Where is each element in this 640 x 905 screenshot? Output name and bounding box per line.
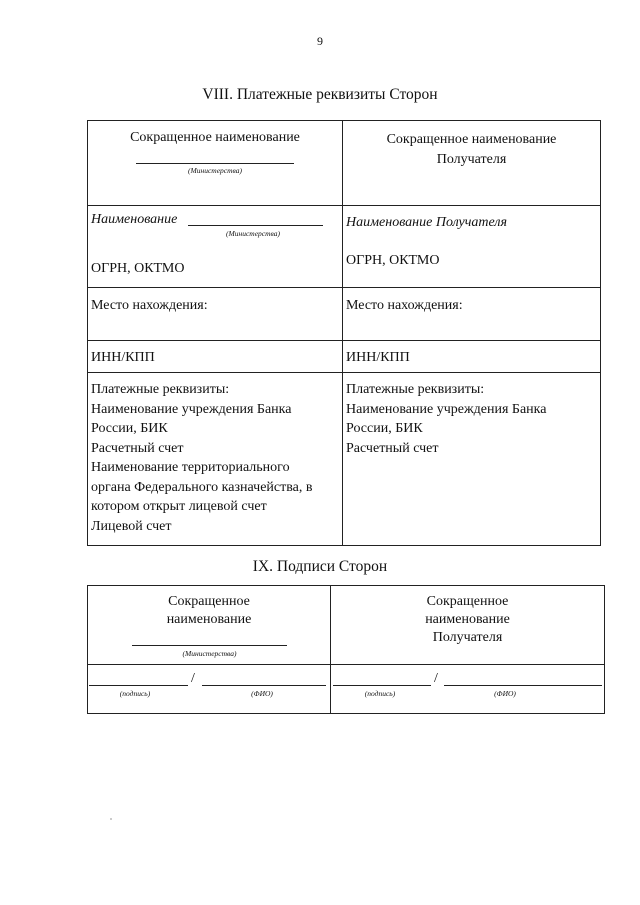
left-signature-line (89, 685, 188, 686)
payment-left-line: Платежные реквизиты: (91, 382, 230, 397)
page-number: 9 (317, 34, 323, 48)
sign-left-line2: наименование (166, 612, 252, 627)
sign-left-underline (132, 645, 287, 646)
payment-left (91, 380, 341, 536)
right-signature-hint: (подпись) (364, 689, 396, 698)
sign-right-line1: Сокращенное (426, 594, 509, 609)
sign-right-line2: наименование (425, 612, 510, 627)
short-name-left-underline (136, 163, 294, 164)
payment-left-line: Лицевой счет (91, 518, 172, 534)
short-name-left-label: Сокращенное наименование (130, 130, 300, 145)
right-fio-line (444, 685, 602, 686)
short-name-right-line1: Сокращенное наименование (386, 132, 557, 147)
right-signature-line (333, 685, 431, 686)
section-9-heading: IX. Подписи Сторон (252, 558, 388, 575)
scan-speck (110, 818, 112, 820)
payment-right (346, 380, 596, 458)
short-name-left-hint: (Министерства) (188, 166, 242, 175)
name-left-label: Наименование (91, 212, 178, 227)
right-slash: / (434, 671, 438, 686)
left-signature-hint: (подпись) (119, 689, 151, 698)
section-8-heading: VIII. Платежные реквизиты Сторон (202, 86, 438, 103)
name-left-ids: ОГРН, ОКТМО (91, 261, 185, 276)
name-left-hint: (Министерства) (226, 229, 280, 238)
payment-left-line: органа Федерального казначейства, в (91, 479, 313, 495)
inn-left: ИНН/КПП (91, 350, 155, 365)
payment-left-line: России, БИК (91, 421, 168, 436)
payment-left-line: Расчетный счет (91, 440, 184, 456)
payment-right-line: Наименование учреждения Банка (346, 401, 547, 417)
left-slash: / (191, 671, 195, 686)
sign-right-line3: Получателя (432, 630, 503, 645)
location-right: Место нахождения: (346, 298, 463, 313)
name-right-label: Наименование Получателя (346, 215, 508, 230)
inn-right: ИНН/КПП (346, 350, 410, 365)
right-fio-hint: (ФИО) (494, 689, 516, 698)
left-fio-line (202, 685, 326, 686)
name-right-ids: ОГРН, ОКТМО (346, 253, 440, 268)
payment-left-line: Наименование территориального (91, 460, 290, 475)
payment-left-line: Наименование учреждения Банка (91, 401, 292, 417)
sign-left-hint: (Министерства) (182, 649, 237, 658)
location-left: Место нахождения: (91, 298, 208, 313)
payment-left-line: котором открыт лицевой счет (91, 499, 267, 514)
sign-left-line1: Сокращенное (168, 594, 250, 609)
left-fio-hint: (ФИО) (251, 689, 273, 698)
name-left-underline (188, 225, 323, 226)
payment-right-line: Расчетный счет (346, 440, 439, 456)
payment-right-line: Платежные реквизиты: (346, 382, 485, 397)
short-name-right-line2: Получателя (436, 152, 507, 167)
payment-right-line: России, БИК (346, 421, 423, 436)
